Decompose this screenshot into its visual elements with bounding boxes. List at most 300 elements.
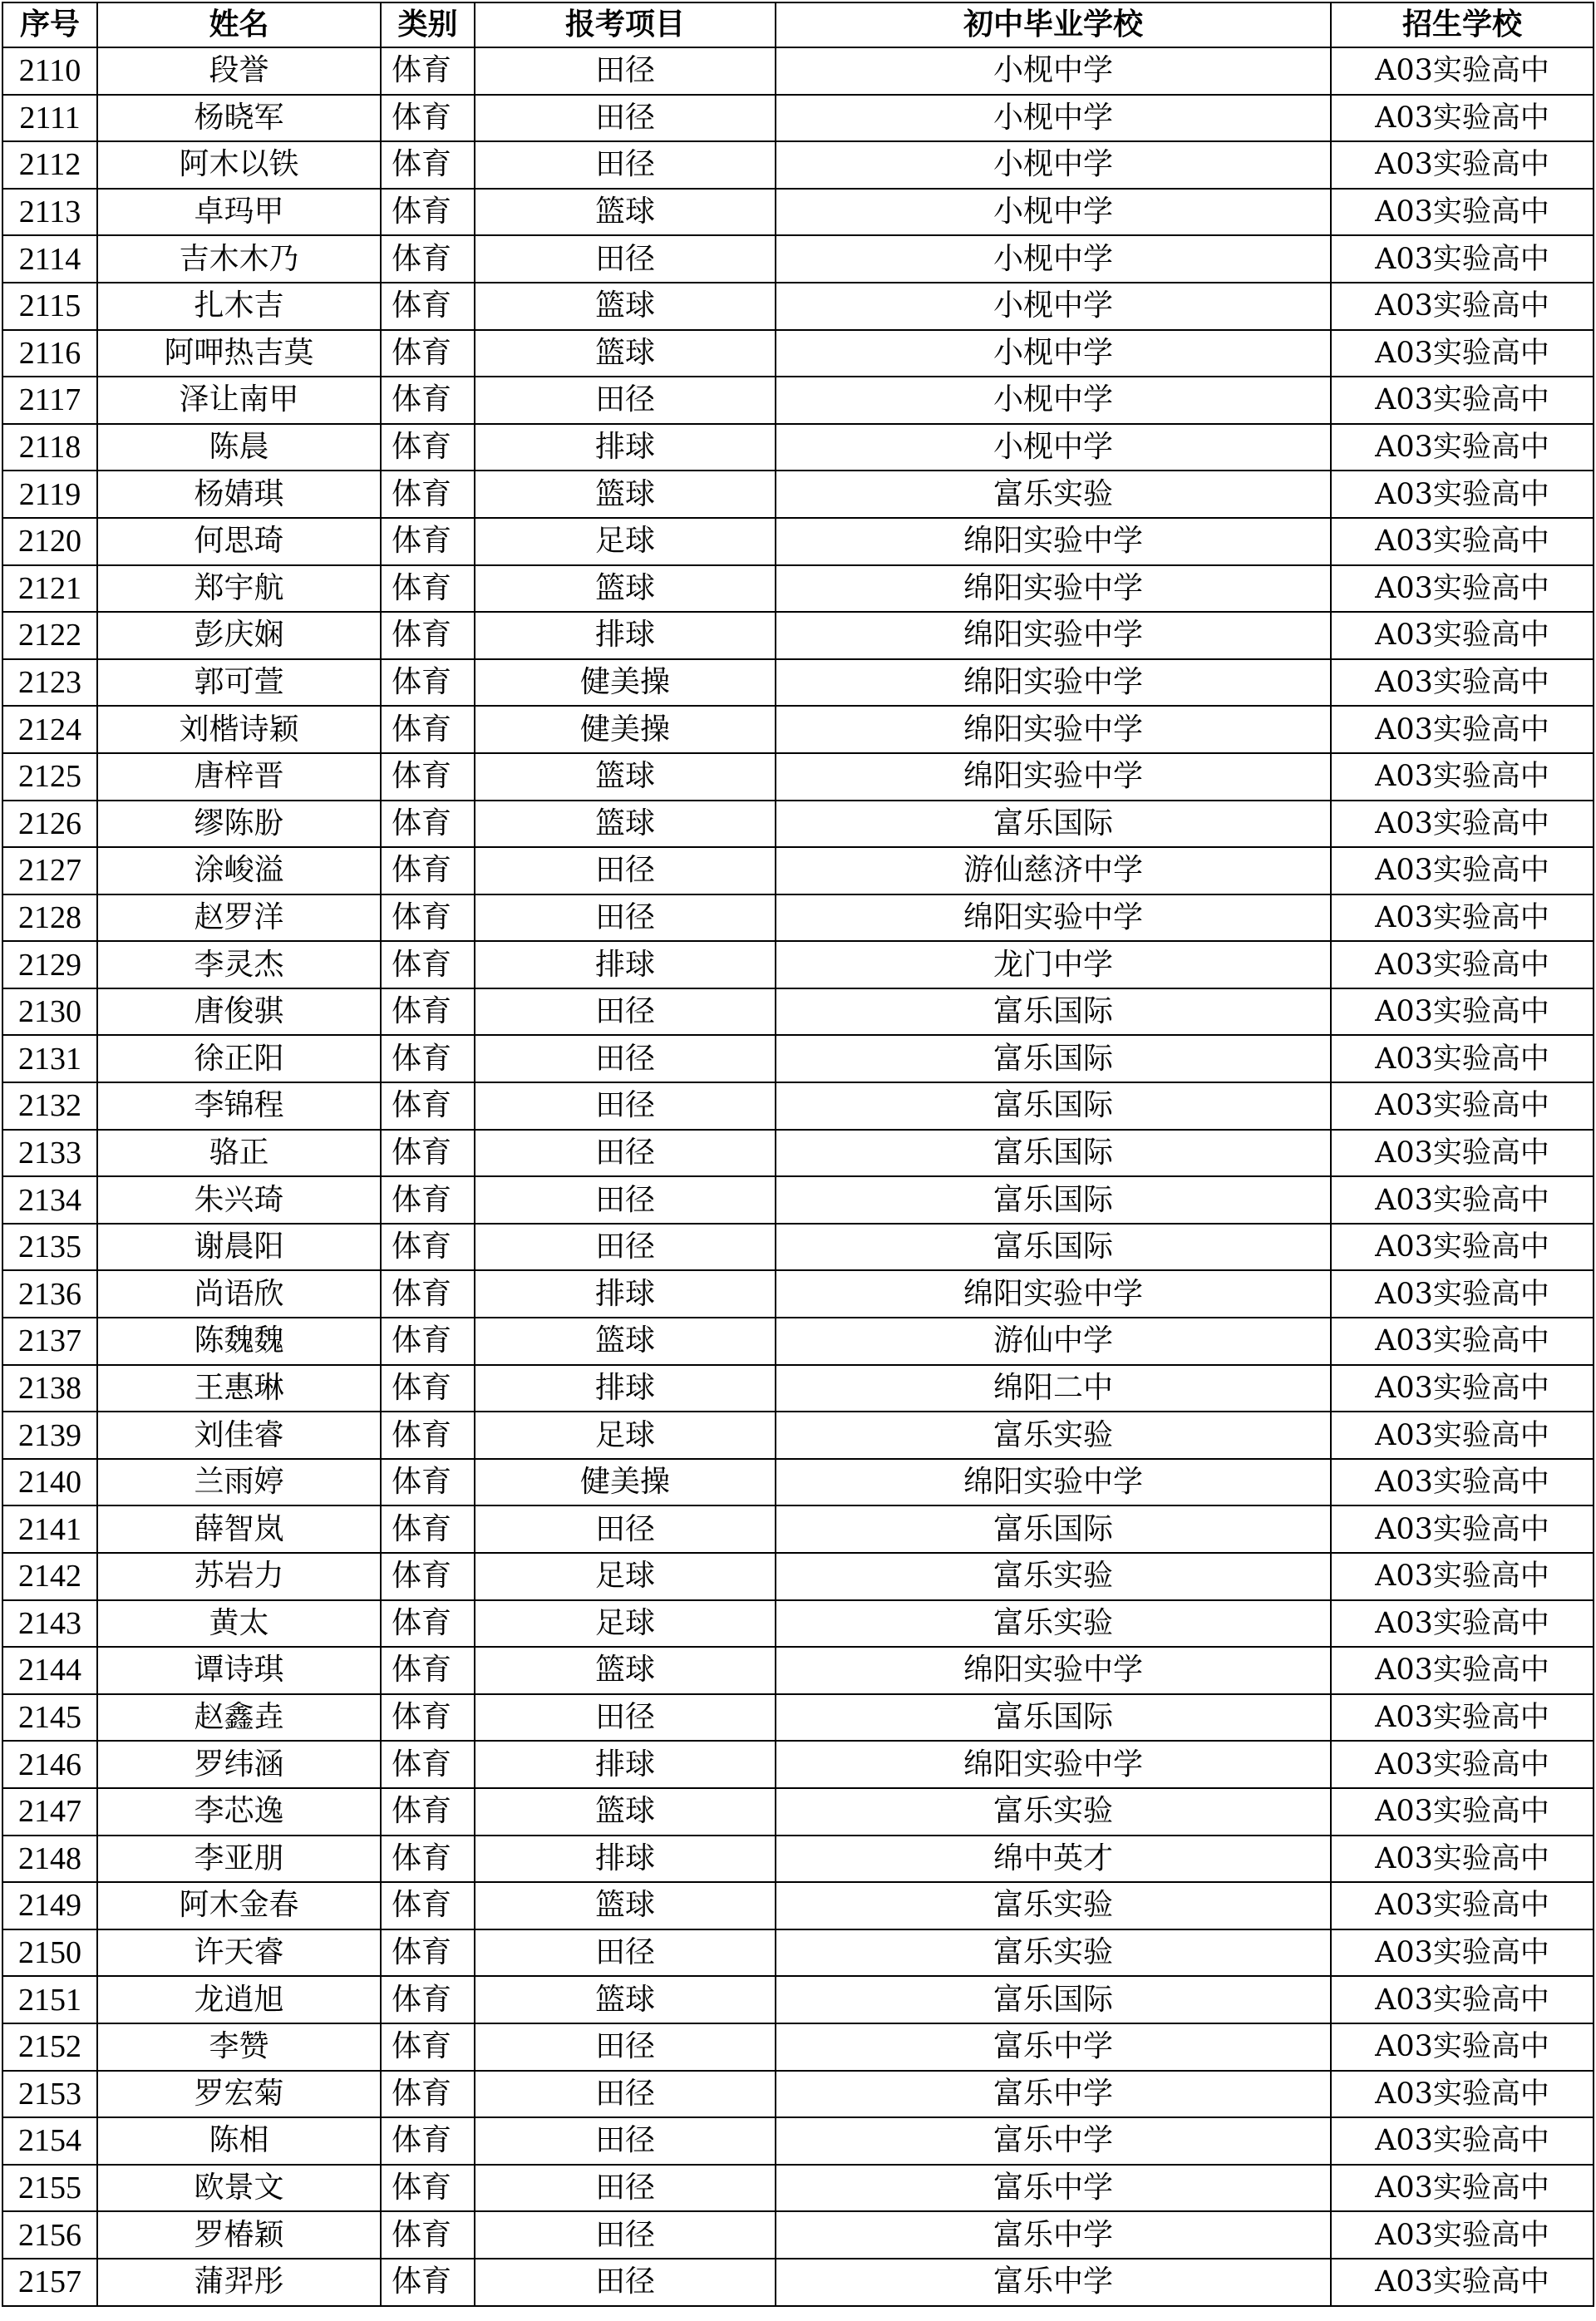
cell-name: 王惠琳 xyxy=(97,1365,381,1412)
cell-middle-school: 小枧中学 xyxy=(776,189,1331,236)
cell-category: 体育 xyxy=(381,424,475,471)
cell-event: 篮球 xyxy=(475,1318,776,1365)
cell-event: 排球 xyxy=(475,1365,776,1412)
cell-event: 篮球 xyxy=(475,189,776,236)
cell-event: 排球 xyxy=(475,1836,776,1883)
cell-middle-school: 富乐国际 xyxy=(776,801,1331,848)
cell-admitting-school: A03实验高中 xyxy=(1331,1130,1594,1177)
cell-admitting-school: A03实验高中 xyxy=(1331,753,1594,801)
cell-seq: 2151 xyxy=(2,1976,97,2023)
cell-seq: 2130 xyxy=(2,988,97,1036)
cell-name: 薛智岚 xyxy=(97,1505,381,1553)
cell-name: 黄太 xyxy=(97,1600,381,1648)
cell-middle-school: 富乐中学 xyxy=(776,2259,1331,2306)
cell-name: 谢晨阳 xyxy=(97,1224,381,1271)
cell-name: 刘佳睿 xyxy=(97,1412,381,1459)
cell-seq: 2116 xyxy=(2,330,97,377)
cell-middle-school: 富乐国际 xyxy=(776,1505,1331,1553)
cell-category: 体育 xyxy=(381,2211,475,2259)
cell-middle-school: 富乐中学 xyxy=(776,2165,1331,2212)
cell-middle-school: 小枧中学 xyxy=(776,95,1331,142)
cell-seq: 2111 xyxy=(2,95,97,142)
cell-name: 李赞 xyxy=(97,2023,381,2071)
cell-name: 刘楷诗颖 xyxy=(97,706,381,753)
cell-name: 欧景文 xyxy=(97,2165,381,2212)
cell-event: 田径 xyxy=(475,235,776,283)
cell-middle-school: 绵阳实验中学 xyxy=(776,894,1331,942)
cell-admitting-school: A03实验高中 xyxy=(1331,1647,1594,1694)
cell-seq: 2122 xyxy=(2,612,97,659)
cell-middle-school: 富乐国际 xyxy=(776,1035,1331,1082)
cell-category: 体育 xyxy=(381,706,475,753)
cell-admitting-school: A03实验高中 xyxy=(1331,424,1594,471)
cell-name: 兰雨婷 xyxy=(97,1459,381,1506)
cell-admitting-school: A03实验高中 xyxy=(1331,47,1594,95)
cell-middle-school: 富乐国际 xyxy=(776,1130,1331,1177)
cell-category: 体育 xyxy=(381,659,475,707)
cell-event: 田径 xyxy=(475,95,776,142)
cell-middle-school: 小枧中学 xyxy=(776,235,1331,283)
cell-category: 体育 xyxy=(381,1600,475,1648)
cell-middle-school: 小枧中学 xyxy=(776,141,1331,189)
cell-admitting-school: A03实验高中 xyxy=(1331,235,1594,283)
cell-admitting-school: A03实验高中 xyxy=(1331,2117,1594,2165)
table-row xyxy=(2,1836,1594,1883)
header-category: 类别 xyxy=(381,2,475,47)
cell-event: 篮球 xyxy=(475,283,776,330)
cell-name: 阿木以铁 xyxy=(97,141,381,189)
cell-admitting-school: A03实验高中 xyxy=(1331,471,1594,518)
cell-event: 田径 xyxy=(475,2259,776,2306)
cell-middle-school: 绵阳实验中学 xyxy=(776,612,1331,659)
cell-seq: 2128 xyxy=(2,894,97,942)
cell-seq: 2138 xyxy=(2,1365,97,1412)
table-row xyxy=(2,1882,1594,1929)
cell-middle-school: 富乐国际 xyxy=(776,1976,1331,2023)
table-row xyxy=(2,424,1594,471)
cell-seq: 2126 xyxy=(2,801,97,848)
cell-middle-school: 小枧中学 xyxy=(776,330,1331,377)
table-row xyxy=(2,1176,1594,1224)
cell-admitting-school: A03实验高中 xyxy=(1331,1976,1594,2023)
cell-middle-school: 绵阳实验中学 xyxy=(776,706,1331,753)
cell-name: 朱兴琦 xyxy=(97,1176,381,1224)
cell-seq: 2145 xyxy=(2,1694,97,1742)
cell-seq: 2147 xyxy=(2,1788,97,1836)
table-row xyxy=(2,1647,1594,1694)
cell-event: 田径 xyxy=(475,847,776,894)
cell-seq: 2137 xyxy=(2,1318,97,1365)
cell-event: 篮球 xyxy=(475,1882,776,1929)
cell-admitting-school: A03实验高中 xyxy=(1331,1082,1594,1130)
cell-category: 体育 xyxy=(381,847,475,894)
cell-name: 陈相 xyxy=(97,2117,381,2165)
cell-name: 阿呷热吉莫 xyxy=(97,330,381,377)
cell-middle-school: 富乐实验 xyxy=(776,1553,1331,1600)
cell-name: 缪陈朌 xyxy=(97,801,381,848)
cell-event: 篮球 xyxy=(475,471,776,518)
cell-admitting-school: A03实验高中 xyxy=(1331,801,1594,848)
cell-admitting-school: A03实验高中 xyxy=(1331,1459,1594,1506)
cell-seq: 2124 xyxy=(2,706,97,753)
cell-category: 体育 xyxy=(381,1082,475,1130)
cell-middle-school: 绵阳实验中学 xyxy=(776,1647,1331,1694)
cell-seq: 2127 xyxy=(2,847,97,894)
cell-event: 篮球 xyxy=(475,1976,776,2023)
cell-middle-school: 富乐实验 xyxy=(776,1788,1331,1836)
cell-category: 体育 xyxy=(381,1035,475,1082)
cell-category: 体育 xyxy=(381,1553,475,1600)
cell-event: 田径 xyxy=(475,2211,776,2259)
cell-seq: 2143 xyxy=(2,1600,97,1648)
cell-name: 李亚朋 xyxy=(97,1836,381,1883)
cell-admitting-school: A03实验高中 xyxy=(1331,1035,1594,1082)
cell-category: 体育 xyxy=(381,1788,475,1836)
cell-category: 体育 xyxy=(381,1647,475,1694)
cell-event: 田径 xyxy=(475,1694,776,1742)
cell-middle-school: 富乐国际 xyxy=(776,1176,1331,1224)
cell-category: 体育 xyxy=(381,1882,475,1929)
table-row xyxy=(2,1929,1594,1977)
cell-admitting-school: A03实验高中 xyxy=(1331,518,1594,565)
cell-category: 体育 xyxy=(381,2023,475,2071)
table-row xyxy=(2,2259,1594,2306)
cell-event: 健美操 xyxy=(475,1459,776,1506)
table-row xyxy=(2,1788,1594,1836)
cell-category: 体育 xyxy=(381,1270,475,1318)
table-row xyxy=(2,706,1594,753)
cell-name: 龙逍旭 xyxy=(97,1976,381,2023)
header-seq: 序号 xyxy=(2,2,97,47)
cell-name: 李灵杰 xyxy=(97,941,381,988)
cell-middle-school: 富乐中学 xyxy=(776,2023,1331,2071)
table-row xyxy=(2,235,1594,283)
cell-event: 健美操 xyxy=(475,659,776,707)
cell-admitting-school: A03实验高中 xyxy=(1331,2023,1594,2071)
table-row xyxy=(2,330,1594,377)
cell-middle-school: 小枧中学 xyxy=(776,377,1331,424)
table-row xyxy=(2,801,1594,848)
cell-name: 段誉 xyxy=(97,47,381,95)
cell-name: 赵鑫垚 xyxy=(97,1694,381,1742)
cell-event: 足球 xyxy=(475,1412,776,1459)
cell-name: 李芯逸 xyxy=(97,1788,381,1836)
cell-name: 骆正 xyxy=(97,1130,381,1177)
cell-seq: 2157 xyxy=(2,2259,97,2306)
cell-name: 许天睿 xyxy=(97,1929,381,1977)
cell-admitting-school: A03实验高中 xyxy=(1331,565,1594,613)
cell-admitting-school: A03实验高中 xyxy=(1331,847,1594,894)
cell-event: 足球 xyxy=(475,1553,776,1600)
table-row xyxy=(2,1082,1594,1130)
cell-seq: 2140 xyxy=(2,1459,97,1506)
cell-event: 田径 xyxy=(475,47,776,95)
cell-admitting-school: A03实验高中 xyxy=(1331,2071,1594,2118)
cell-middle-school: 绵中英才 xyxy=(776,1836,1331,1883)
cell-event: 足球 xyxy=(475,1600,776,1648)
cell-category: 体育 xyxy=(381,1318,475,1365)
cell-event: 健美操 xyxy=(475,706,776,753)
cell-admitting-school: A03实验高中 xyxy=(1331,1412,1594,1459)
cell-event: 排球 xyxy=(475,612,776,659)
cell-admitting-school: A03实验高中 xyxy=(1331,377,1594,424)
cell-category: 体育 xyxy=(381,565,475,613)
table-row xyxy=(2,1741,1594,1788)
cell-seq: 2135 xyxy=(2,1224,97,1271)
cell-admitting-school: A03实验高中 xyxy=(1331,2259,1594,2306)
cell-name: 涂峻溢 xyxy=(97,847,381,894)
roster-sheet xyxy=(2,2,1593,2307)
cell-admitting-school: A03实验高中 xyxy=(1331,659,1594,707)
cell-name: 卓玛甲 xyxy=(97,189,381,236)
cell-name: 尚语欣 xyxy=(97,1270,381,1318)
cell-category: 体育 xyxy=(381,1176,475,1224)
cell-admitting-school: A03实验高中 xyxy=(1331,1505,1594,1553)
cell-seq: 2142 xyxy=(2,1553,97,1600)
table-row xyxy=(2,141,1594,189)
table-row xyxy=(2,1318,1594,1365)
cell-middle-school: 绵阳实验中学 xyxy=(776,1459,1331,1506)
cell-seq: 2118 xyxy=(2,424,97,471)
cell-middle-school: 富乐国际 xyxy=(776,988,1331,1036)
cell-middle-school: 富乐实验 xyxy=(776,1929,1331,1977)
cell-seq: 2129 xyxy=(2,941,97,988)
cell-name: 陈晨 xyxy=(97,424,381,471)
cell-event: 篮球 xyxy=(475,1788,776,1836)
cell-name: 李锦程 xyxy=(97,1082,381,1130)
cell-seq: 2115 xyxy=(2,283,97,330)
cell-category: 体育 xyxy=(381,1365,475,1412)
cell-seq: 2141 xyxy=(2,1505,97,1553)
cell-name: 杨晓军 xyxy=(97,95,381,142)
cell-event: 排球 xyxy=(475,1741,776,1788)
cell-name: 唐梓晋 xyxy=(97,753,381,801)
header-name: 姓名 xyxy=(97,2,381,47)
cell-admitting-school: A03实验高中 xyxy=(1331,1365,1594,1412)
cell-admitting-school: A03实验高中 xyxy=(1331,1694,1594,1742)
table-body xyxy=(2,47,1594,2306)
cell-event: 田径 xyxy=(475,1929,776,1977)
cell-name: 泽让南甲 xyxy=(97,377,381,424)
cell-name: 郑宇航 xyxy=(97,565,381,613)
cell-seq: 2156 xyxy=(2,2211,97,2259)
table-row xyxy=(2,2117,1594,2165)
cell-name: 彭庆娴 xyxy=(97,612,381,659)
cell-category: 体育 xyxy=(381,95,475,142)
cell-seq: 2121 xyxy=(2,565,97,613)
cell-middle-school: 绵阳实验中学 xyxy=(776,1741,1331,1788)
table-row xyxy=(2,1412,1594,1459)
cell-seq: 2110 xyxy=(2,47,97,95)
cell-event: 排球 xyxy=(475,424,776,471)
table-row xyxy=(2,1270,1594,1318)
cell-middle-school: 富乐国际 xyxy=(776,1224,1331,1271)
cell-middle-school: 富乐中学 xyxy=(776,2211,1331,2259)
table-row xyxy=(2,189,1594,236)
cell-admitting-school: A03实验高中 xyxy=(1331,894,1594,942)
table-row xyxy=(2,1553,1594,1600)
header-event: 报考项目 xyxy=(475,2,776,47)
cell-seq: 2144 xyxy=(2,1647,97,1694)
cell-admitting-school: A03实验高中 xyxy=(1331,1788,1594,1836)
cell-middle-school: 小枧中学 xyxy=(776,47,1331,95)
cell-admitting-school: A03实验高中 xyxy=(1331,612,1594,659)
cell-seq: 2120 xyxy=(2,518,97,565)
cell-category: 体育 xyxy=(381,189,475,236)
cell-category: 体育 xyxy=(381,1459,475,1506)
cell-category: 体育 xyxy=(381,988,475,1036)
table-row xyxy=(2,47,1594,95)
cell-admitting-school: A03实验高中 xyxy=(1331,1224,1594,1271)
table-row xyxy=(2,518,1594,565)
cell-category: 体育 xyxy=(381,1412,475,1459)
cell-name: 郭可萱 xyxy=(97,659,381,707)
cell-name: 徐正阳 xyxy=(97,1035,381,1082)
cell-admitting-school: A03实验高中 xyxy=(1331,941,1594,988)
cell-name: 陈魏魏 xyxy=(97,1318,381,1365)
cell-middle-school: 富乐实验 xyxy=(776,1412,1331,1459)
cell-name: 谭诗琪 xyxy=(97,1647,381,1694)
cell-admitting-school: A03实验高中 xyxy=(1331,1176,1594,1224)
table-row xyxy=(2,565,1594,613)
table-header xyxy=(2,2,1594,47)
cell-event: 篮球 xyxy=(475,1647,776,1694)
cell-name: 扎木吉 xyxy=(97,283,381,330)
cell-seq: 2134 xyxy=(2,1176,97,1224)
cell-admitting-school: A03实验高中 xyxy=(1331,1836,1594,1883)
cell-event: 田径 xyxy=(475,1505,776,1553)
cell-name: 阿木金春 xyxy=(97,1882,381,1929)
cell-event: 篮球 xyxy=(475,330,776,377)
admission-roster-table xyxy=(2,2,1594,2307)
cell-event: 田径 xyxy=(475,1176,776,1224)
cell-middle-school: 富乐实验 xyxy=(776,1882,1331,1929)
table-row xyxy=(2,894,1594,942)
cell-admitting-school: A03实验高中 xyxy=(1331,189,1594,236)
cell-event: 田径 xyxy=(475,1082,776,1130)
cell-event: 篮球 xyxy=(475,753,776,801)
cell-middle-school: 绵阳实验中学 xyxy=(776,659,1331,707)
cell-category: 体育 xyxy=(381,612,475,659)
cell-category: 体育 xyxy=(381,1741,475,1788)
table-row xyxy=(2,1600,1594,1648)
cell-event: 田径 xyxy=(475,2165,776,2212)
cell-category: 体育 xyxy=(381,894,475,942)
cell-seq: 2146 xyxy=(2,1741,97,1788)
cell-name: 何思琦 xyxy=(97,518,381,565)
table-row xyxy=(2,95,1594,142)
table-row xyxy=(2,659,1594,707)
cell-category: 体育 xyxy=(381,518,475,565)
cell-middle-school: 绵阳实验中学 xyxy=(776,565,1331,613)
header-middle-school: 初中毕业学校 xyxy=(776,2,1331,47)
table-row xyxy=(2,1505,1594,1553)
table-row xyxy=(2,847,1594,894)
cell-name: 唐俊骐 xyxy=(97,988,381,1036)
cell-middle-school: 富乐国际 xyxy=(776,1694,1331,1742)
cell-seq: 2150 xyxy=(2,1929,97,1977)
cell-category: 体育 xyxy=(381,2165,475,2212)
cell-seq: 2155 xyxy=(2,2165,97,2212)
cell-middle-school: 游仙中学 xyxy=(776,1318,1331,1365)
cell-middle-school: 富乐中学 xyxy=(776,2117,1331,2165)
cell-seq: 2131 xyxy=(2,1035,97,1082)
cell-seq: 2139 xyxy=(2,1412,97,1459)
cell-middle-school: 龙门中学 xyxy=(776,941,1331,988)
cell-middle-school: 富乐中学 xyxy=(776,2071,1331,2118)
table-row xyxy=(2,1224,1594,1271)
cell-category: 体育 xyxy=(381,1130,475,1177)
table-row xyxy=(2,2165,1594,2212)
cell-category: 体育 xyxy=(381,1976,475,2023)
table-row xyxy=(2,1694,1594,1742)
cell-admitting-school: A03实验高中 xyxy=(1331,1270,1594,1318)
cell-seq: 2125 xyxy=(2,753,97,801)
cell-seq: 2149 xyxy=(2,1882,97,1929)
cell-middle-school: 小枧中学 xyxy=(776,424,1331,471)
cell-event: 篮球 xyxy=(475,565,776,613)
cell-event: 田径 xyxy=(475,1224,776,1271)
cell-event: 田径 xyxy=(475,2117,776,2165)
cell-name: 杨婧琪 xyxy=(97,471,381,518)
table-row xyxy=(2,988,1594,1036)
cell-middle-school: 绵阳实验中学 xyxy=(776,518,1331,565)
cell-category: 体育 xyxy=(381,801,475,848)
cell-seq: 2117 xyxy=(2,377,97,424)
cell-event: 田径 xyxy=(475,1035,776,1082)
cell-category: 体育 xyxy=(381,1836,475,1883)
cell-category: 体育 xyxy=(381,377,475,424)
cell-category: 体育 xyxy=(381,1224,475,1271)
cell-seq: 2113 xyxy=(2,189,97,236)
header-admitting-school: 招生学校 xyxy=(1331,2,1594,47)
cell-category: 体育 xyxy=(381,1929,475,1977)
cell-event: 田径 xyxy=(475,2023,776,2071)
cell-middle-school: 绵阳二中 xyxy=(776,1365,1331,1412)
cell-seq: 2123 xyxy=(2,659,97,707)
table-row xyxy=(2,1365,1594,1412)
cell-admitting-school: A03实验高中 xyxy=(1331,95,1594,142)
table-row xyxy=(2,2023,1594,2071)
cell-category: 体育 xyxy=(381,235,475,283)
cell-category: 体育 xyxy=(381,1694,475,1742)
cell-middle-school: 绵阳实验中学 xyxy=(776,1270,1331,1318)
cell-middle-school: 富乐国际 xyxy=(776,1082,1331,1130)
cell-event: 田径 xyxy=(475,2071,776,2118)
cell-middle-school: 富乐实验 xyxy=(776,471,1331,518)
table-row xyxy=(2,1130,1594,1177)
cell-seq: 2152 xyxy=(2,2023,97,2071)
cell-name: 罗宏菊 xyxy=(97,2071,381,2118)
cell-name: 赵罗洋 xyxy=(97,894,381,942)
cell-event: 排球 xyxy=(475,1270,776,1318)
table-row xyxy=(2,941,1594,988)
cell-category: 体育 xyxy=(381,2071,475,2118)
cell-admitting-school: A03实验高中 xyxy=(1331,330,1594,377)
cell-event: 田径 xyxy=(475,894,776,942)
cell-seq: 2132 xyxy=(2,1082,97,1130)
cell-seq: 2119 xyxy=(2,471,97,518)
cell-event: 足球 xyxy=(475,518,776,565)
cell-admitting-school: A03实验高中 xyxy=(1331,2165,1594,2212)
cell-name: 蒲羿彤 xyxy=(97,2259,381,2306)
cell-category: 体育 xyxy=(381,330,475,377)
table-row xyxy=(2,283,1594,330)
cell-category: 体育 xyxy=(381,283,475,330)
cell-middle-school: 小枧中学 xyxy=(776,283,1331,330)
cell-admitting-school: A03实验高中 xyxy=(1331,2211,1594,2259)
cell-seq: 2148 xyxy=(2,1836,97,1883)
